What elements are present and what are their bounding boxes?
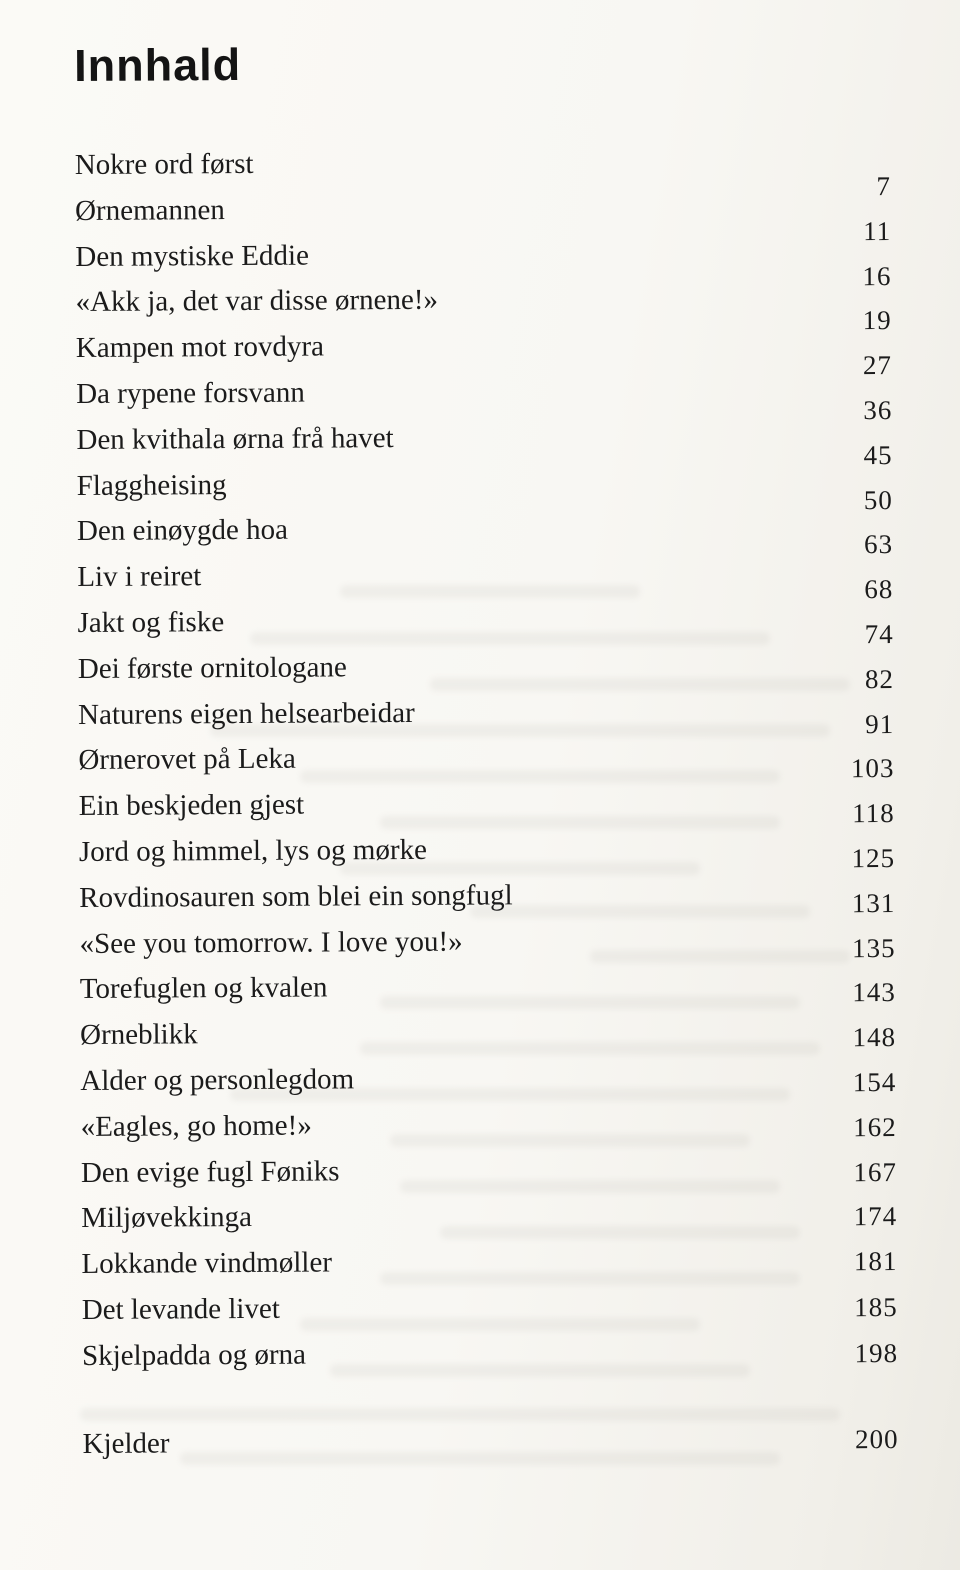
toc-entry-page: 36: [863, 394, 893, 426]
toc-row: [79, 878, 895, 929]
toc-row: [78, 740, 894, 791]
toc-entry-page: 50: [863, 484, 893, 515]
toc-row: [82, 1336, 898, 1387]
toc-entry-title: Ørnerovet på Leka: [78, 743, 296, 777]
toc-entry-title: Liv i reiret: [77, 560, 202, 594]
toc-entry-title: Miljøvekkinga: [81, 1201, 253, 1235]
toc-entry-title: Det levande livet: [81, 1292, 280, 1326]
toc-row: [77, 511, 893, 562]
toc-entry-title: Jakt og fiske: [77, 606, 225, 639]
toc-entry-page: 103: [850, 753, 895, 784]
toc-entry-page: 181: [853, 1246, 898, 1277]
toc-entry-title: Nokre ord først: [74, 147, 254, 181]
toc-row: [80, 1015, 896, 1066]
toc-row: [80, 1061, 896, 1112]
toc-entry-page: 143: [852, 977, 896, 1008]
toc-entry-title: Kjelder: [82, 1426, 170, 1460]
toc-row: [75, 237, 892, 291]
toc-entry-page: 154: [852, 1066, 897, 1098]
toc-entry-page: 118: [852, 798, 895, 829]
toc-row: [77, 557, 893, 608]
toc-entry-page: 82: [864, 663, 895, 694]
toc-entry-page: 16: [862, 260, 892, 291]
toc-entry-title: Lokkande vindmøller: [81, 1246, 333, 1281]
toc-entry-title: Ein beskjeden gjest: [78, 788, 305, 823]
toc-entry-page: 131: [851, 887, 896, 919]
toc-entry-page: 68: [864, 574, 894, 605]
toc-entry-page: 19: [862, 305, 892, 336]
toc-entry-title: Da rypene forsvann: [76, 376, 305, 410]
toc-entry-page: 27: [862, 350, 893, 381]
toc-entry-title: Alder og personlegdom: [80, 1063, 355, 1097]
toc-row: [80, 969, 896, 1020]
toc-entry-title: Rovdinosauren som blei ein songfugl: [79, 879, 513, 914]
toc-entry-title: Kampen mot rovdyra: [75, 330, 325, 365]
toc-row: [76, 374, 892, 425]
toc-entry-title: Dei første ornitologane: [77, 651, 347, 685]
toc-entry-page: 200: [854, 1423, 899, 1454]
toc-entry-page: 125: [851, 842, 896, 874]
toc-entry-title: Flaggheising: [76, 468, 227, 502]
toc-entry-title: Skjelpadda og ørna: [81, 1338, 307, 1372]
toc-entry-page: 148: [852, 1022, 897, 1053]
toc-entry-title: «Akk ja, det var disse ørnene!»: [75, 284, 439, 319]
page-title: Innhald: [74, 38, 242, 91]
toc-entry-page: 74: [864, 618, 894, 650]
toc-row: [81, 1153, 897, 1204]
toc-entry-title: Den kvithala ørna frå havet: [76, 421, 394, 456]
toc-row: [75, 282, 892, 336]
toc-row: [81, 1244, 897, 1295]
toc-row: [76, 420, 892, 471]
toc-row: [77, 466, 893, 517]
toc-list: [75, 145, 899, 1386]
toc-entry-page: 185: [854, 1291, 898, 1323]
page-content: [74, 35, 899, 1474]
toc-row: [74, 145, 891, 202]
toc-entry-title: «See you tomorrow. I love you!»: [79, 925, 463, 960]
toc-row-kjelder: [82, 1424, 898, 1475]
toc-entry-title: Den evige fugl Føniks: [80, 1154, 340, 1189]
toc-entry-title: Naturens eigen helsearbeidar: [78, 696, 415, 731]
toc-entry-page: 11: [863, 215, 892, 246]
toc-entry-page: 167: [853, 1156, 898, 1187]
toc-entry-page: 135: [851, 932, 896, 963]
toc-entry-title: Jord og himmel, lys og mørke: [78, 833, 428, 868]
toc-entry-title: Ørnemannen: [74, 193, 225, 227]
toc-entry-title: Torefuglen og kvalen: [79, 971, 328, 1006]
toc-entry-title: Den mystiske Eddie: [75, 239, 309, 273]
toc-row: [82, 1290, 898, 1341]
toc-row: [77, 603, 893, 654]
toc-row: [78, 649, 894, 700]
toc-row: [74, 191, 892, 246]
toc-entry-page: 174: [853, 1201, 898, 1232]
toc-entry-page: 91: [865, 708, 895, 739]
toc-row: [79, 832, 895, 883]
toc-entry-page: 7: [876, 171, 891, 202]
toc-row: [78, 695, 894, 746]
toc-entry-title: Ørneblikk: [79, 1018, 198, 1052]
toc-entry-page: 162: [853, 1111, 897, 1142]
toc-entry-page: 63: [864, 529, 894, 560]
toc-entry-page: 198: [854, 1337, 899, 1368]
toc-row: [81, 1107, 897, 1158]
toc-entry-title: Den einøygde hoa: [76, 514, 289, 548]
toc-row: [79, 924, 895, 975]
toc-row: [81, 1198, 897, 1249]
toc-entry-page: 45: [863, 439, 893, 470]
toc-entry-title: «Eagles, go home!»: [80, 1109, 312, 1143]
toc-row: [76, 328, 892, 379]
toc-row: [79, 786, 895, 837]
